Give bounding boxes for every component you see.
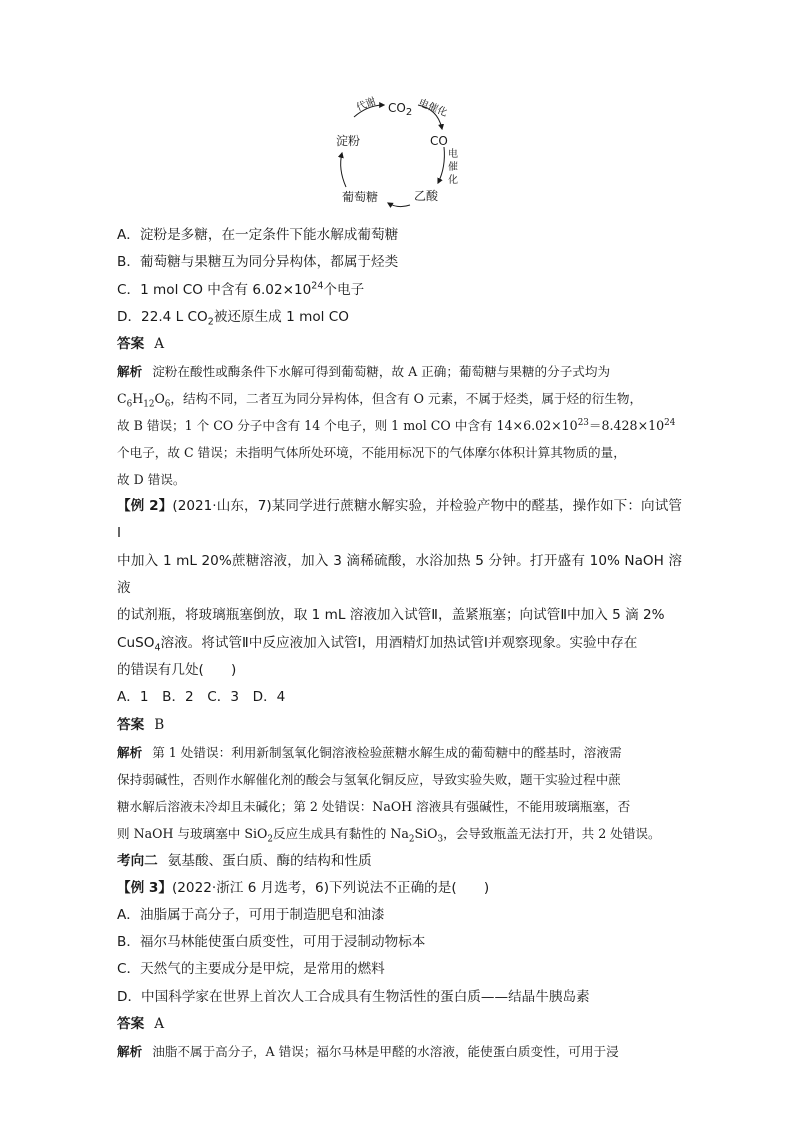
q2-answer: 答案 B xyxy=(117,716,165,733)
q1-option-c: C．1 mol CO 中含有 $6.02\times 10^{24}$个电子 xyxy=(117,280,365,298)
edge-diancuihua-right-2: 催 xyxy=(448,162,458,173)
q3-explanation: 解析 油脂不属于高分子，A 错误；福尔马林是甲醛的水溶液，能使蛋白质变性，可用于浸 xyxy=(117,1044,619,1060)
arc-co-to-yisuan xyxy=(438,147,444,183)
edge-diancuihua-right-1: 电 xyxy=(448,149,458,160)
q3-answer: 答案 A xyxy=(117,1016,165,1033)
q3-option-c: C．天然气的主要成分是甲烷，是常用的燃料 xyxy=(117,961,385,978)
q3-option-a: A．油脂属于高分子，可用于制造肥皂和油漆 xyxy=(117,906,385,923)
arc-yisuan-to-putaotang xyxy=(388,203,410,207)
q2-explanation: 解析 第 1 处错误：利用新制氢氧化铜溶液检验蔗糖水解生成的葡萄糖中的醛基时，溶液需 保持弱碱性，否则作水解催化剂的酸会与氢氧化铜反应，导致实验失败，题干实验过程中蔗 糖水解后溶液未冷却且未碱化；第 2 处错误：NaOH 溶液具有强碱性，不能用玻璃瓶塞，否 则 NaOH 与玻璃塞中 SiO$_2$反应生成具有黏性的 $Na_2SiO_3$，会导致瓶盖无法打开，共 2 处错误。 xyxy=(117,744,661,845)
q1-answer: 答案 A xyxy=(117,336,165,353)
main-content xyxy=(117,222,682,1065)
q1-option-d: D．22.4 L $CO_2$被还原生成 1 mol CO xyxy=(117,308,349,328)
node-co2: $CO_2$ xyxy=(388,101,413,118)
node-yisuan: 乙酸 xyxy=(414,189,439,203)
carbon-cycle-diagram xyxy=(320,95,480,215)
edge-diancuihua-right-3: 化 xyxy=(448,175,458,186)
section-heading: 考向二 氨基酸、蛋白质、酶的结构和性质 xyxy=(117,852,372,869)
q3-option-d: D．中国科学家在世界上首次人工合成具有生物活性的蛋白质——结晶牛胰岛素 xyxy=(117,988,590,1005)
node-putaotang: 葡萄糖 xyxy=(342,190,379,204)
q3-option-b: B．福尔马林能使蛋白质变性，可用于浸制动物标本 xyxy=(117,934,426,951)
edge-diancuihua-top: 电催化 xyxy=(416,97,449,120)
q2-stem: 【例 2】(2021·山东，7)某同学进行蔗糖水解实验，并检验产物中的醛基，操作如下：向试管Ⅰ 中加入 1 mL 20%蔗糖溶液，加入 3 滴稀硫酸，水浴加热 5 分钟。打开盛有 10% NaOH 溶液 的试剂瓶，将玻璃瓶塞倒放，取 1 mL 溶液加入试管Ⅱ，盖紧瓶塞；向试管Ⅱ中加入 5 滴 2% CuSO$_4$溶液。将试管Ⅱ中反应液加入试管Ⅰ，用酒精灯加热试管Ⅰ并观察现象。实验中存在 的错误有几处( ) xyxy=(117,498,682,678)
node-co: CO xyxy=(430,134,448,148)
q2-options: A．1 B．2 C．3 D．4 xyxy=(117,689,286,706)
q1-option-a: A．淀粉是多糖，在一定条件下能水解成葡萄糖 xyxy=(117,227,399,243)
q1-option-b: B．葡萄糖与果糖互为同分异构体，都属于烃类 xyxy=(117,254,399,271)
edge-daixie: 代谢 xyxy=(355,96,378,114)
node-dianfen: 淀粉 xyxy=(336,134,361,148)
q1-explanation: 解析 淀粉在酸性或酶条件下水解可得到葡萄糖，故 A 正确；葡萄糖与果糖的分子式均为 $C_6H_{12}O_6$，结构不同，二者互为同分异构体，但含有 O 元素，不属于烃类，属于烃的衍生物， 故 B 错误；1 个 CO 分子中含有 14 个电子，则 1 mol CO 中含有 $14\times 6.02\times 10^{23}=8.428\times 10^{24}$ 个电子，故 C 错误；未指明气体所处环境，不能用标况下的气体摩尔体积计算其物质的量， 故 D 错误。 xyxy=(117,364,676,488)
arc-putaotang-to-dianfen xyxy=(341,153,346,187)
cycle-svg xyxy=(320,95,480,215)
q3-stem: 【例 3】(2022·浙江 6 月选考，6)下列说法不正确的是( ) xyxy=(117,879,490,896)
